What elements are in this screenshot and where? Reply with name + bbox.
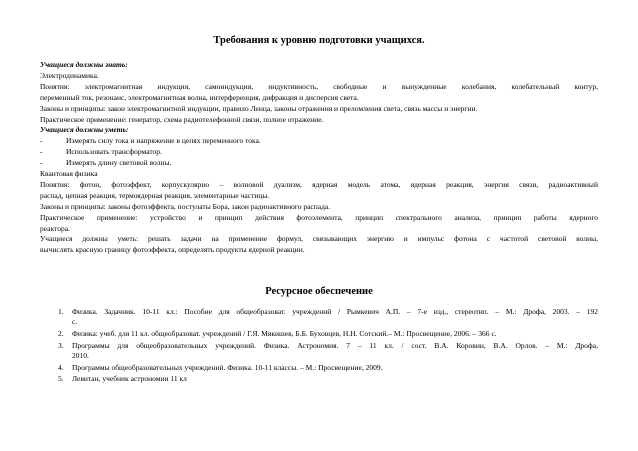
s1-practice: Практическое применение: генератор, схема радиотелефонной связи, полное отражение. <box>40 114 324 124</box>
requirements-section <box>40 60 598 256</box>
s2-skills-line1: Учащиеся должны уметь: решать задачи на применение формул, связывающих энергию и импульс фотона с частотой световой волны, <box>40 234 598 244</box>
resources-list <box>58 307 598 386</box>
list-item <box>58 329 598 339</box>
s2-practice-line2: реактора. <box>40 223 70 233</box>
list-item-line1: Левитан, учебник астрономии 11 кл <box>72 374 187 384</box>
skill-text: Использовать трансформатор. <box>66 147 162 157</box>
list-item-line2: 2010. <box>72 350 89 360</box>
list-item <box>58 363 598 373</box>
s1-concepts-line1: Понятия: электромагнитная индукция, самоиндукция, индуктивность, свободные и вынужденные колебания, колебательный контур, <box>40 81 598 91</box>
s2-skills-line2: вычислять красную границу фотоэффекта, определять продукты ядерной реакции. <box>40 245 305 255</box>
list-item-number: 1. <box>58 307 64 316</box>
s2-laws: Законы и принципы: законы фотоэффекта, постулаты Бора, закон радиоактивного распада. <box>40 201 331 211</box>
list-item-number: 2. <box>58 328 64 338</box>
s1-concepts-line2: переменный ток, резонанс, электромагнитная волна, интерференция, дифракция и дисперсия света. <box>40 92 359 102</box>
know-heading: Учащиеся должны знать: <box>40 60 128 69</box>
list-item-line1: Программы для общеобразовательных учреждений. Физика. Астрономия. 7 – 11 кл. / сост. В.А. Коровин, В.А. Орлов. – М.: Дрофа, <box>72 340 598 350</box>
skill-item <box>40 136 598 147</box>
s2-concepts-line1: Понятия: фотон, фотоэффект, корпускулярно – волновой дуализм, ядерная модель атома, ядерная реакция, энергия связи, радиоактивный <box>40 179 598 189</box>
section2-title: Квантовая физика <box>40 169 98 179</box>
s2-concepts-line2: распад, цепная реакция, термоядерная реакция, элементарные частицы. <box>40 190 270 200</box>
section1-title: Электродинамика. <box>40 70 99 80</box>
list-item-line1: Физика. Задачник. 10-11 кл.: Пособие для общеобразоват. учреждений / Рымкевич А.П. – 7-е изд., стереотип. – М.: Дрофа, 2003. – 192 <box>72 307 598 316</box>
s1-laws: Законы и принципы: закон электромагнитной индукции, правило Ленца, законы отражения и преломления света, связь массы и энергии. <box>40 103 478 113</box>
page-title: Требования к уровню подготовки учащихся. <box>213 35 425 46</box>
list-item-line2: с. <box>72 316 78 326</box>
can-heading: Учащиеся должны уметь: <box>40 125 129 135</box>
skill-item <box>40 147 598 158</box>
list-item-number: 3. <box>58 340 64 350</box>
s2-practice-line1: Практическое применение: устройство и принцип действия фотоэлемента, принцип спектрального анализа, принцип работы ядерного <box>40 212 598 222</box>
list-item-line1: Физика: учеб. для 11 кл. общеобразоват. учреждений / Г.Я. Мякишев, Б.Б. Буховцев, Н.Н. Сотский.– М.: Просвещение, 2006. – 366 с. <box>72 328 497 338</box>
skill-text: Измерять длину световой волны. <box>66 158 172 168</box>
resources-title: Ресурсное обеспечение <box>265 286 373 297</box>
skill-dash: - <box>40 158 43 168</box>
list-item <box>58 307 598 327</box>
skill-dash: - <box>40 136 43 146</box>
list-item-line1: Программы общеобразовательных учреждений. Физика. 10-11 классы. – М.: Просвещение, 2009. <box>72 362 383 372</box>
list-item-number: 4. <box>58 362 64 372</box>
list-item-number: 5. <box>58 374 64 384</box>
list-item <box>58 374 598 384</box>
skill-text: Измерять силу тока и напряжение в цепях переменного тока. <box>66 136 261 146</box>
skill-dash: - <box>40 147 43 157</box>
skill-item <box>40 158 598 169</box>
list-item <box>58 341 598 361</box>
